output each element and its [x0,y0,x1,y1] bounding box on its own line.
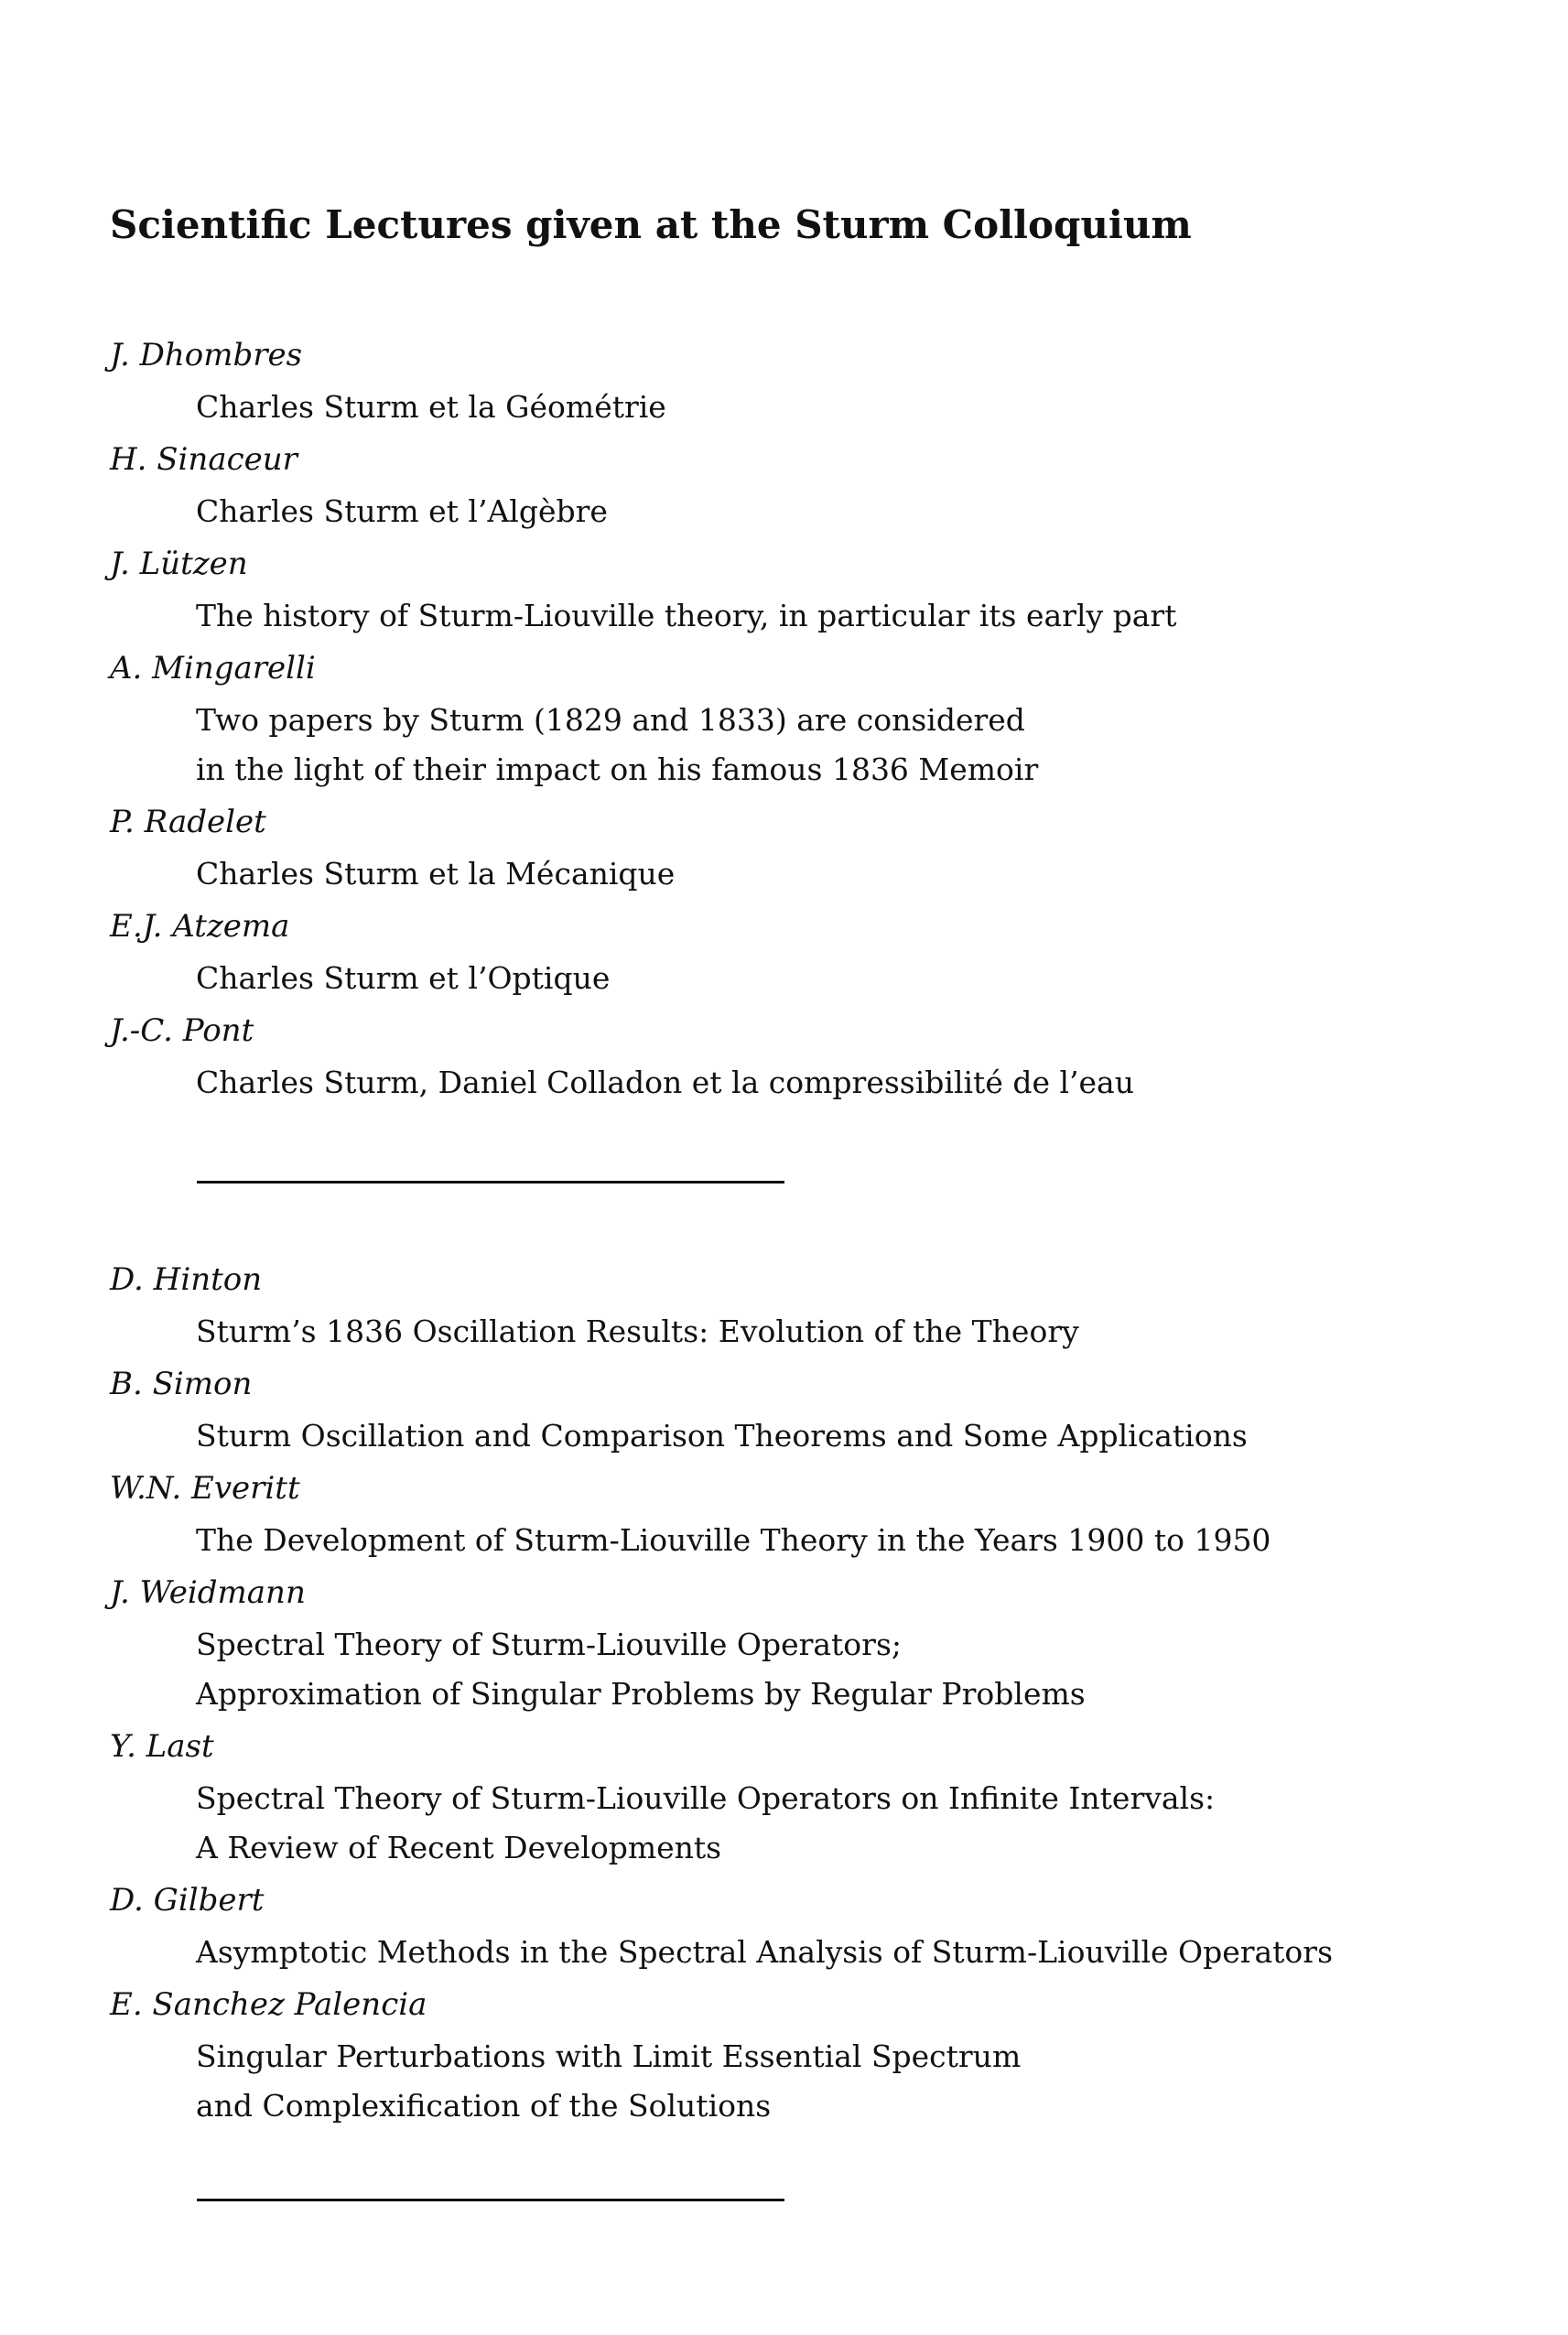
lecture-author: J. Weidmann [110,1574,306,1611]
lecture-author: B. Simon [110,1366,253,1402]
lecture-title: Asymptotic Methods in the Spectral Analysis of Sturm-Liouville Operators [196,1934,1334,1970]
lecture-title: Approximation of Singular Problems by Regular Problems [196,1676,1086,1712]
lecture-title: Spectral Theory of Sturm-Liouville Operators; [196,1627,903,1662]
lecture-title: Charles Sturm, Daniel Colladon et la compressibilité de l’eau [196,1065,1134,1100]
lecture-entry [110,432,1538,536]
lecture-title: Charles Sturm et l’Optique [196,960,611,996]
lecture-title: Spectral Theory of Sturm-Liouville Operators on Infinite Intervals: [196,1780,1216,1816]
lecture-title: Two papers by Sturm (1829 and 1833) are considered [196,702,1025,738]
lecture-title: Sturm Oscillation and Comparison Theorems and Some Applications [196,1418,1248,1454]
lecture-author: D. Hinton [110,1261,263,1298]
lecture-author: Y. Last [110,1728,214,1765]
lecture-title: Charles Sturm et l’Algèbre [196,493,608,529]
lecture-author: H. Sinaceur [110,441,297,478]
lecture-author: J. Dhombres [110,337,303,373]
lecture-entry [110,1461,1538,1565]
lecture-entry [110,1977,1538,2131]
lecture-entry [110,1565,1538,1719]
lecture-author: J. Lützen [110,546,248,582]
lecture-title: Singular Perturbations with Limit Essential Spectrum [196,2038,1022,2074]
lecture-title: and Complexification of the Solutions [196,2088,772,2124]
page-title: Scientific Lectures given at the Sturm Colloquium [110,202,1192,247]
lecture-entry [110,1873,1538,1977]
lecture-title: A Review of Recent Developments [196,1830,722,1865]
lecture-author: D. Gilbert [110,1882,265,1919]
lecture-list-modern [110,1252,1538,2131]
lecture-entry [110,328,1538,432]
lecture-author: E. Sanchez Palencia [110,1986,427,2023]
lecture-title: Sturm’s 1836 Oscillation Results: Evolution of the Theory [196,1313,1079,1349]
lecture-author: A. Mingarelli [110,650,316,686]
lecture-entry [110,641,1538,795]
lecture-author: P. Radelet [110,804,266,840]
lecture-entry [110,1357,1538,1461]
lecture-list-historical [110,328,1538,1108]
lecture-entry [110,1003,1538,1108]
lecture-author: J.-C. Pont [110,1012,254,1049]
lecture-entry [110,1252,1538,1357]
lecture-author: E.J. Atzema [110,908,290,945]
lecture-entry [110,536,1538,641]
lecture-author: W.N. Everitt [110,1470,300,1507]
lecture-entry [110,899,1538,1003]
lecture-title: Charles Sturm et la Mécanique [196,856,676,892]
lecture-title: in the light of their impact on his famous 1836 Memoir [196,751,1039,787]
lecture-title: Charles Sturm et la Géométrie [196,389,666,425]
section-divider [197,1181,784,1184]
lecture-title: The history of Sturm-Liouville theory, in particular its early part [196,598,1177,633]
lecture-entry [110,795,1538,899]
lecture-title: The Development of Sturm-Liouville Theory in the Years 1900 to 1950 [196,1522,1271,1558]
lecture-entry [110,1719,1538,1873]
section-divider [197,2199,784,2201]
